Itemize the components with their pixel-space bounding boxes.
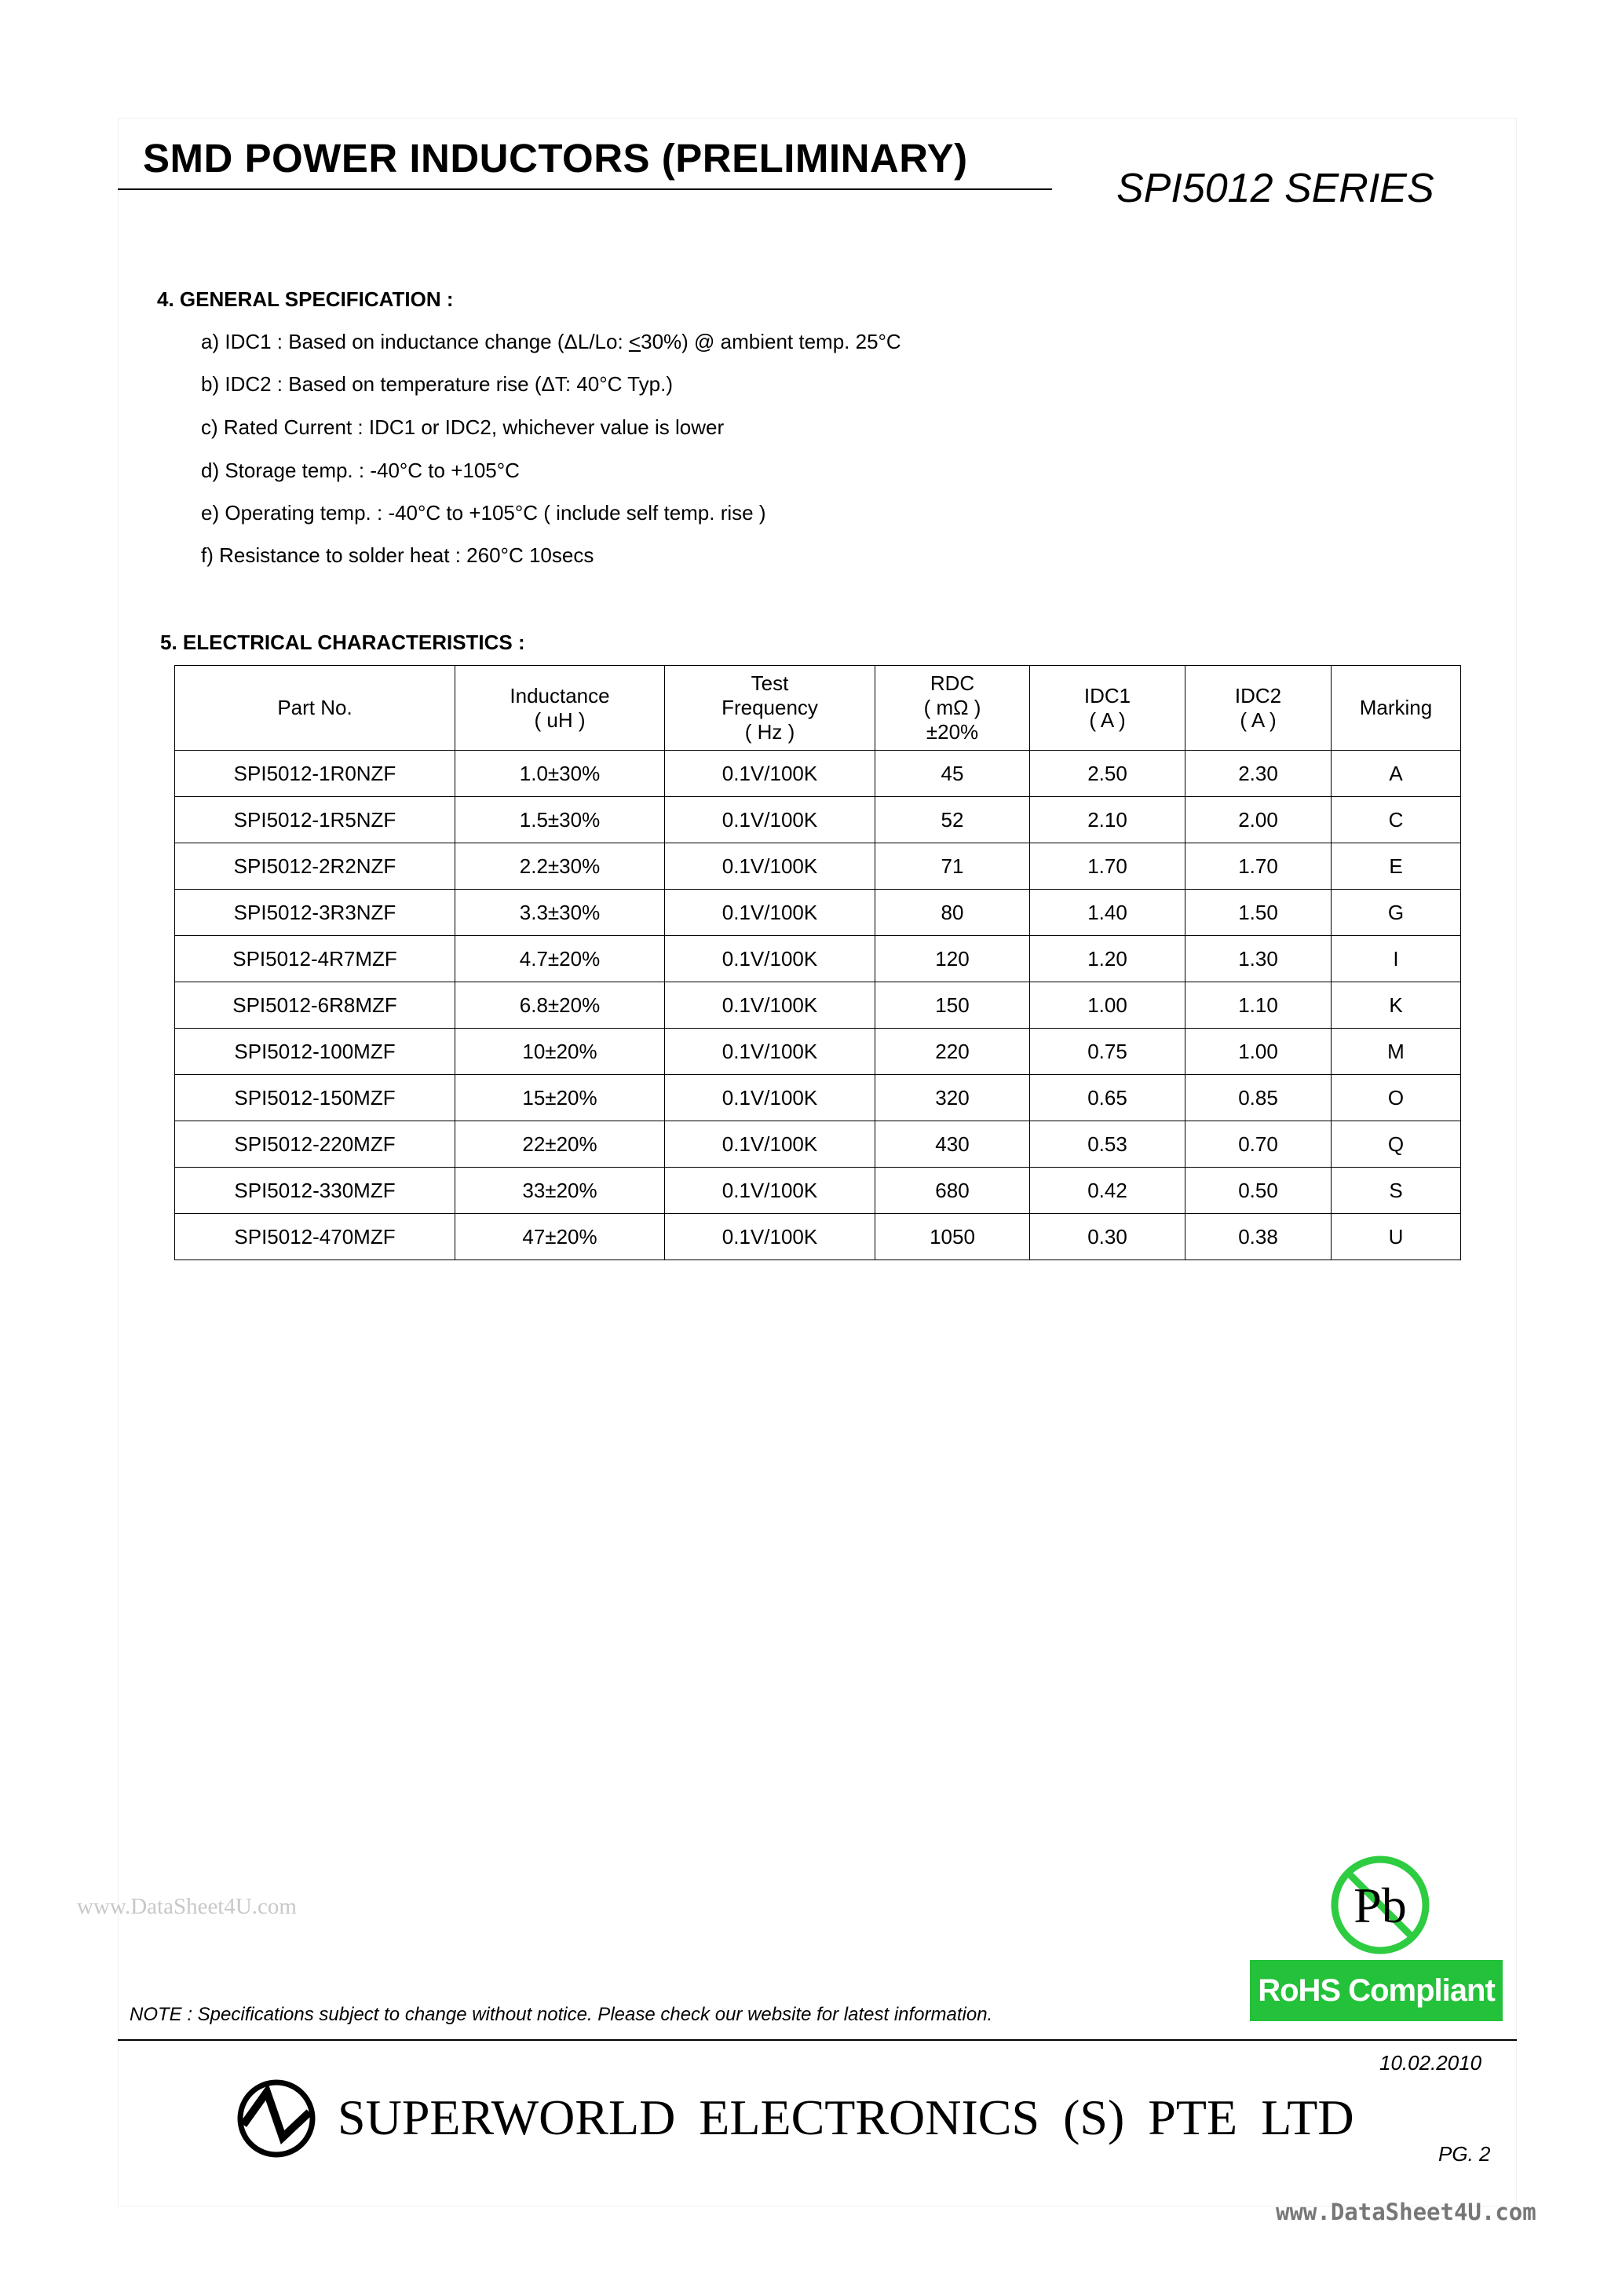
spec-item-a-le-symbol: < xyxy=(628,330,641,353)
cell-idc2: 1.30 xyxy=(1185,936,1332,982)
cell-rdc: 680 xyxy=(875,1168,1030,1214)
cell-rdc: 320 xyxy=(875,1075,1030,1121)
table-header-row xyxy=(175,666,1461,751)
spec-item-d: d) Storage temp. : -40°C to +105°C xyxy=(201,459,520,482)
cell-idc2: 1.50 xyxy=(1185,890,1332,936)
cell-rdc: 71 xyxy=(875,843,1030,890)
cell-idc2: 2.30 xyxy=(1185,751,1332,797)
cell-idc2: 0.38 xyxy=(1185,1214,1332,1260)
cell-rdc: 52 xyxy=(875,797,1030,843)
cell-test-frequency: 0.1V/100K xyxy=(665,1121,875,1168)
cell-idc1: 1.40 xyxy=(1030,890,1185,936)
cell-idc2: 0.70 xyxy=(1185,1121,1332,1168)
cell-test-frequency: 0.1V/100K xyxy=(665,1075,875,1121)
header-test-frequency: Test Frequency ( Hz ) xyxy=(665,666,875,751)
cell-idc1: 2.10 xyxy=(1030,797,1185,843)
watermark-left: www.DataSheet4U.com xyxy=(77,1894,297,1919)
cell-part-no: SPI5012-470MZF xyxy=(175,1214,455,1260)
table-row xyxy=(175,797,1461,843)
spec-item-f: f) Resistance to solder heat : 260°C 10secs xyxy=(201,543,594,567)
cell-part-no: SPI5012-3R3NZF xyxy=(175,890,455,936)
cell-rdc: 1050 xyxy=(875,1214,1030,1260)
cell-part-no: SPI5012-330MZF xyxy=(175,1168,455,1214)
spec-item-a-suffix: 30%) @ ambient temp. 25°C xyxy=(641,330,901,353)
cell-test-frequency: 0.1V/100K xyxy=(665,751,875,797)
cell-idc1: 2.50 xyxy=(1030,751,1185,797)
cell-rdc: 120 xyxy=(875,936,1030,982)
cell-inductance: 1.0±30% xyxy=(455,751,665,797)
table-row xyxy=(175,1075,1461,1121)
table-row xyxy=(175,982,1461,1029)
cell-test-frequency: 0.1V/100K xyxy=(665,1168,875,1214)
cell-inductance: 3.3±30% xyxy=(455,890,665,936)
spec-item-a xyxy=(201,330,901,354)
table-row xyxy=(175,843,1461,890)
cell-idc1: 1.20 xyxy=(1030,936,1185,982)
cell-inductance: 1.5±30% xyxy=(455,797,665,843)
cell-idc1: 0.42 xyxy=(1030,1168,1185,1214)
cell-part-no: SPI5012-220MZF xyxy=(175,1121,455,1168)
cell-rdc: 430 xyxy=(875,1121,1030,1168)
cell-inductance: 15±20% xyxy=(455,1075,665,1121)
electrical-characteristics-table xyxy=(174,665,1461,1260)
cell-inductance: 2.2±30% xyxy=(455,843,665,890)
cell-marking: C xyxy=(1332,797,1461,843)
cell-idc2: 1.70 xyxy=(1185,843,1332,890)
cell-rdc: 80 xyxy=(875,890,1030,936)
cell-idc2: 1.00 xyxy=(1185,1029,1332,1075)
cell-inductance: 10±20% xyxy=(455,1029,665,1075)
cell-idc1: 1.00 xyxy=(1030,982,1185,1029)
cell-part-no: SPI5012-1R0NZF xyxy=(175,751,455,797)
cell-idc1: 1.70 xyxy=(1030,843,1185,890)
cell-part-no: SPI5012-150MZF xyxy=(175,1075,455,1121)
cell-test-frequency: 0.1V/100K xyxy=(665,936,875,982)
cell-rdc: 45 xyxy=(875,751,1030,797)
document-title: SMD POWER INDUCTORS (PRELIMINARY) xyxy=(143,136,968,181)
document-date: 10.02.2010 xyxy=(1379,2051,1482,2075)
title-rule xyxy=(118,188,1052,190)
cell-marking: I xyxy=(1332,936,1461,982)
cell-marking: K xyxy=(1332,982,1461,1029)
cell-part-no: SPI5012-6R8MZF xyxy=(175,982,455,1029)
table-row xyxy=(175,1029,1461,1075)
cell-inductance: 47±20% xyxy=(455,1214,665,1260)
spec-item-e: e) Operating temp. : -40°C to +105°C ( include self temp. rise ) xyxy=(201,501,766,525)
cell-test-frequency: 0.1V/100K xyxy=(665,890,875,936)
cell-test-frequency: 0.1V/100K xyxy=(665,1029,875,1075)
table-row xyxy=(175,1121,1461,1168)
cell-idc2: 1.10 xyxy=(1185,982,1332,1029)
cell-part-no: SPI5012-1R5NZF xyxy=(175,797,455,843)
company-logo-icon xyxy=(236,2078,317,2159)
cell-inductance: 4.7±20% xyxy=(455,936,665,982)
header-idc2: IDC2 ( A ) xyxy=(1185,666,1332,751)
cell-rdc: 150 xyxy=(875,982,1030,1029)
table-row xyxy=(175,936,1461,982)
cell-test-frequency: 0.1V/100K xyxy=(665,982,875,1029)
general-spec-heading: 4. GENERAL SPECIFICATION : xyxy=(157,287,454,311)
cell-marking: A xyxy=(1332,751,1461,797)
footer-rule xyxy=(118,2039,1517,2041)
cell-inductance: 33±20% xyxy=(455,1168,665,1214)
spec-item-b: b) IDC2 : Based on temperature rise (ΔT: 40°C Typ.) xyxy=(201,372,673,396)
cell-marking: G xyxy=(1332,890,1461,936)
spec-item-c: c) Rated Current : IDC1 or IDC2, whichever value is lower xyxy=(201,415,725,439)
rohs-compliant-badge: RoHS Compliant xyxy=(1250,1960,1503,2021)
cell-marking: E xyxy=(1332,843,1461,890)
cell-idc2: 0.85 xyxy=(1185,1075,1332,1121)
cell-inductance: 22±20% xyxy=(455,1121,665,1168)
page-number: PG. 2 xyxy=(1438,2142,1491,2166)
cell-idc1: 0.65 xyxy=(1030,1075,1185,1121)
cell-test-frequency: 0.1V/100K xyxy=(665,843,875,890)
electrical-heading: 5. ELECTRICAL CHARACTERISTICS : xyxy=(160,631,525,654)
cell-marking: S xyxy=(1332,1168,1461,1214)
cell-part-no: SPI5012-4R7MZF xyxy=(175,936,455,982)
cell-test-frequency: 0.1V/100K xyxy=(665,1214,875,1260)
pb-symbol-text: Pb xyxy=(1353,1877,1407,1933)
cell-marking: Q xyxy=(1332,1121,1461,1168)
company-name: SUPERWORLD ELECTRONICS (S) PTE LTD xyxy=(338,2089,1354,2145)
cell-rdc: 220 xyxy=(875,1029,1030,1075)
cell-test-frequency: 0.1V/100K xyxy=(665,797,875,843)
cell-part-no: SPI5012-100MZF xyxy=(175,1029,455,1075)
cell-idc1: 0.53 xyxy=(1030,1121,1185,1168)
table-row xyxy=(175,751,1461,797)
cell-idc1: 0.75 xyxy=(1030,1029,1185,1075)
table-row xyxy=(175,1214,1461,1260)
watermark-right: www.DataSheet4U.com xyxy=(1276,2199,1536,2225)
table-row xyxy=(175,890,1461,936)
cell-marking: M xyxy=(1332,1029,1461,1075)
header-idc1: IDC1 ( A ) xyxy=(1030,666,1185,751)
table-row xyxy=(175,1168,1461,1214)
cell-marking: U xyxy=(1332,1214,1461,1260)
series-name: SPI5012 SERIES xyxy=(1116,166,1434,211)
cell-idc2: 0.50 xyxy=(1185,1168,1332,1214)
header-marking: Marking xyxy=(1332,666,1461,751)
spec-item-a-prefix: a) IDC1 : Based on inductance change (ΔL/Lo: xyxy=(201,330,629,353)
footer-note: NOTE : Specifications subject to change without notice. Please check our website for latest information. xyxy=(130,2004,993,2025)
cell-marking: O xyxy=(1332,1075,1461,1121)
cell-inductance: 6.8±20% xyxy=(455,982,665,1029)
header-rdc: RDC ( mΩ ) ±20% xyxy=(875,666,1030,751)
table-body xyxy=(175,751,1461,1260)
cell-idc1: 0.30 xyxy=(1030,1214,1185,1260)
cell-idc2: 2.00 xyxy=(1185,797,1332,843)
header-part-no: Part No. xyxy=(175,666,455,751)
cell-part-no: SPI5012-2R2NZF xyxy=(175,843,455,890)
header-inductance: Inductance ( uH ) xyxy=(455,666,665,751)
pb-free-icon xyxy=(1327,1852,1434,1958)
